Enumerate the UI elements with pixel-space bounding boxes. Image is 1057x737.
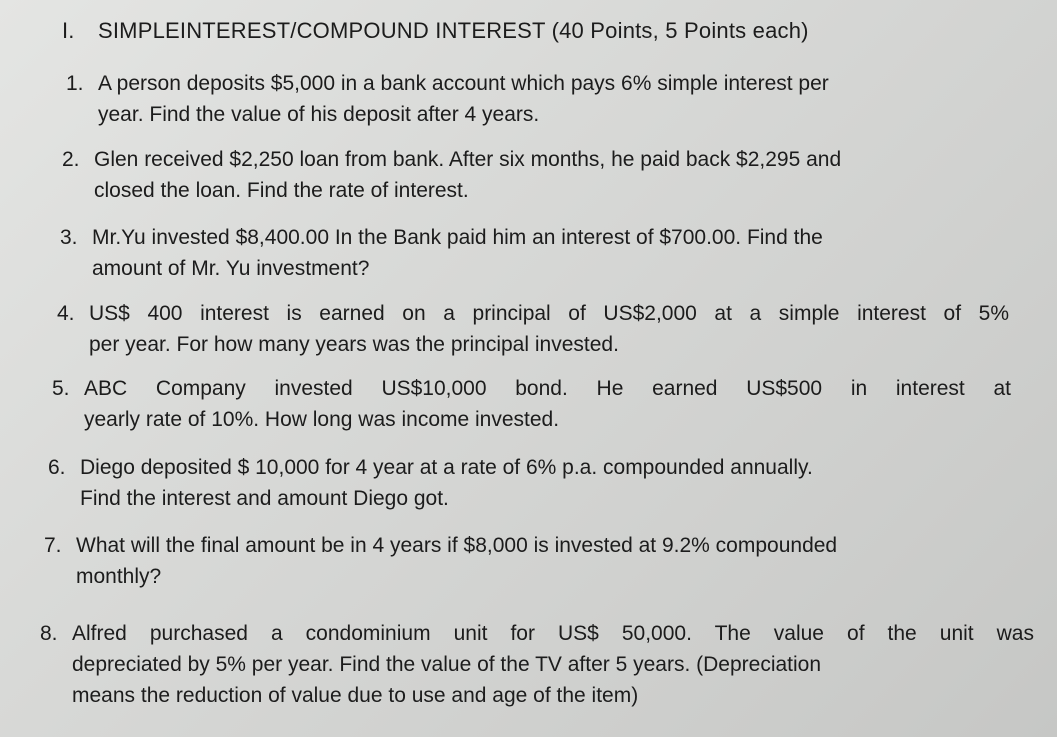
question-number: 3. [60, 226, 78, 249]
question-text-line: monthly? [76, 565, 162, 588]
section-title: SIMPLEINTEREST/COMPOUND INTEREST (40 Points, 5 Points each) [98, 18, 809, 43]
question-1 [66, 68, 948, 130]
question-2 [62, 144, 984, 206]
question-number: 1. [66, 72, 84, 95]
question-text-line: Glen received $2,250 loan from bank. After six months, he paid back $2,295 and [94, 148, 842, 171]
question-number: 4. [57, 302, 75, 325]
question-number: 2. [62, 148, 80, 171]
question-text-line: Find the interest and amount Diego got. [80, 487, 449, 510]
question-text-line: ABC Company invested US$10,000 bond. He earned US$500 in interest at [84, 377, 1011, 400]
question-text-line: closed the loan. Find the rate of interest. [94, 179, 469, 202]
question-5 [52, 373, 1011, 435]
question-number: 6. [48, 456, 66, 479]
section-roman-numeral: I. [62, 18, 75, 43]
question-text-line: per year. For how many years was the principal invested. [89, 333, 619, 356]
question-text-line: What will the final amount be in 4 years if $8,000 is invested at 9.2% compounded [76, 534, 838, 557]
question-text-line: US$ 400 interest is earned on a principal of US$2,000 at a simple interest of 5% [89, 302, 1009, 325]
question-3 [60, 222, 972, 284]
question-text-line: Diego deposited $ 10,000 for 4 year at a rate of 6% p.a. compounded annually. [80, 456, 813, 479]
question-text-line: A person deposits $5,000 in a bank account which pays 6% simple interest per [98, 72, 829, 95]
question-text-line: amount of Mr. Yu investment? [92, 257, 370, 280]
question-4 [57, 298, 1009, 360]
question-text-line: Mr.Yu invested $8,400.00 In the Bank paid him an interest of $700.00. Find the [92, 226, 823, 249]
question-number: 7. [44, 534, 62, 557]
question-text-line: year. Find the value of his deposit after 4 years. [98, 103, 540, 126]
question-number: 8. [40, 622, 58, 645]
question-number: 5. [52, 377, 70, 400]
question-text-line: means the reduction of value due to use and age of the item) [72, 684, 639, 707]
section-heading [62, 18, 809, 44]
question-text-line: Alfred purchased a condominium unit for US$ 50,000. The value of the unit was [72, 622, 1034, 645]
question-text-line: depreciated by 5% per year. Find the value of the TV after 5 years. (Depreciation [72, 653, 822, 676]
question-7 [44, 530, 1036, 592]
question-text-line: yearly rate of 10%. How long was income invested. [84, 408, 560, 431]
question-8 [40, 618, 1034, 711]
question-6 [48, 452, 1025, 514]
